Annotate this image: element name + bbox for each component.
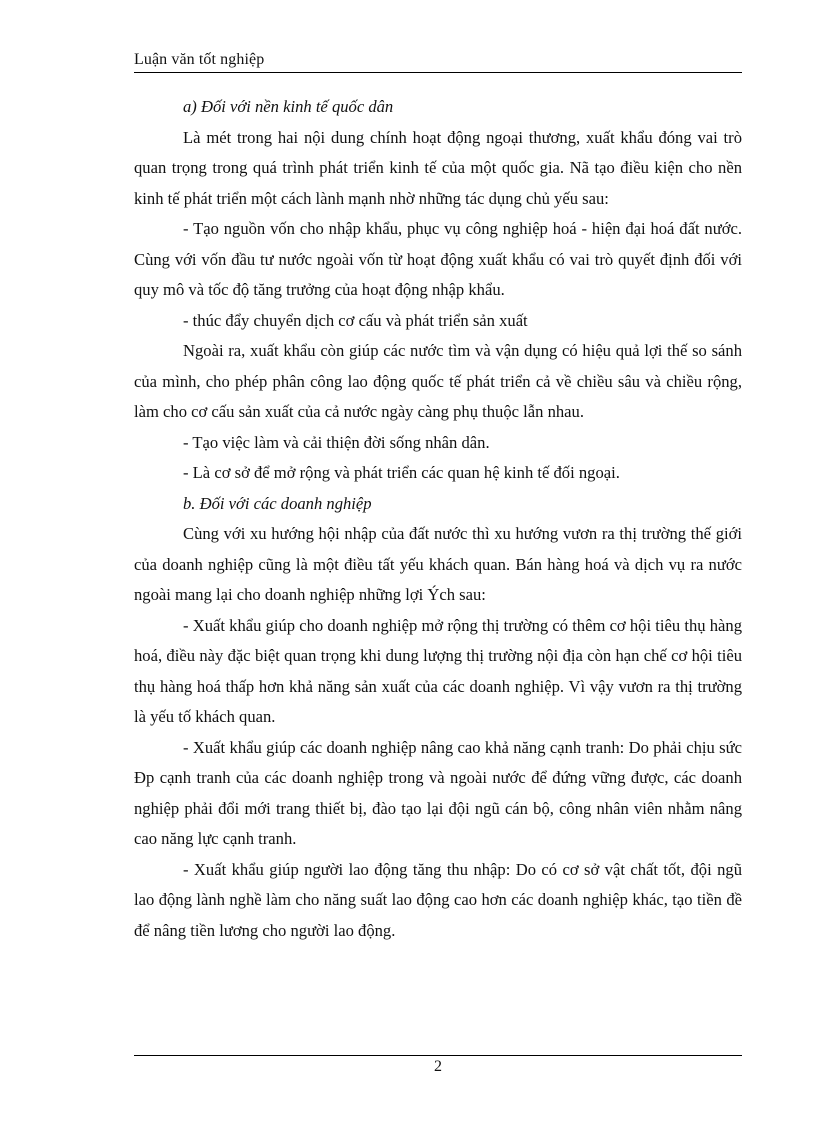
document-title: Luận văn tốt nghiệp [134,51,265,68]
paragraph-export-role: Là mét trong hai nội dung chính hoạt động ngoại thương, xuất khẩu đóng vai trò quan trọng trong quá trình phát triển kinh tế của một quốc gia. Nã tạo điều kiện cho nền kinh tế phát triển một cách lành mạnh nhờ những tác dụng chủ yếu sau: [134,127,742,208]
paragraph-foreign-relations: - Là cơ sở để mở rộng và phát triển các quan hệ kinh tế đối ngoại. [183,463,620,482]
paragraph-capital-source: - Tạo nguồn vốn cho nhập khẩu, phục vụ công nghiệp hoá - hiện đại hoá đất nước. Cùng với vốn đầu tư nước ngoài vốn từ hoạt động xuất khẩu có vai trò quyết định đối với quy mô và tốc độ tăng trưởng của hoạt động nhập khẩu. [134,219,742,299]
section-heading-enterprises: b. Đối với các doanh nghiệp [183,493,372,513]
document-body [134,92,742,946]
paragraph-integration-trend: Cùng với xu hướng hội nhập của đất nước thì xu hướng vươn ra thị trường thế giới của doanh nghiệp cũng là một điều tất yếu khách quan. Bán hàng hoá và dịch vụ ra nước ngoài mang lại cho doanh nghiệp những lợi Ých sau: [134,524,742,604]
page-number: 2 [434,1058,442,1075]
paragraph-employment: - Tạo việc làm và cải thiện đời sống nhân dân. [183,432,490,452]
paragraph-competitiveness: - Xuất khẩu giúp các doanh nghiệp nâng cao khả năng cạnh tranh: Do phải chịu sức Ðp cạnh tranh của các doanh nghiệp trong và ngoài nước để đứng vững được, các doanh nghiệp phải đổi mới trang thiết bị, đào tạo lại đội ngũ cán bộ, công nhân viên nhằm nâng cao năng lực cạnh tranh. [134,737,742,848]
paragraph-market-expansion: - Xuất khẩu giúp cho doanh nghiệp mở rộng thị trường có thêm cơ hội tiêu thụ hàng hoá, điều này đặc biệt quan trọng khi dung lượng thị trường nội địa còn hạn chế cơ hội tiêu thụ hàng hoá thấp hơn khả năng sản xuất của các doanh nghiệp. Vì vậy vươn ra thị trường là yếu tố khách quan. [134,615,742,726]
page-header [134,50,742,73]
paragraph-comparative-advantage: Ngoài ra, xuất khẩu còn giúp các nước tìm và vận dụng có hiệu quả lợi thế so sánh của mình, cho phép phân công lao động quốc tế phát triển cả về chiều sâu và chiều rộng, làm cho cơ cấu sản xuất của cả nước ngày càng phụ thuộc lẫn nhau. [134,341,742,421]
footer-divider [134,1055,742,1056]
section-heading-national-economy: a) Đối với nền kinh tế quốc dân [183,97,394,116]
paragraph-structural-shift: - thúc đẩy chuyển dịch cơ cấu và phát triển sản xuất [183,310,528,330]
paragraph-income: - Xuất khẩu giúp người lao động tăng thu nhập: Do có cơ sở vật chất tốt, đội ngũ lao động lành nghề làm cho năng suất lao động cao hơn các doanh nghiệp khác, tạo tiền đề để nâng tiền lương cho người lao động. [134,859,742,940]
